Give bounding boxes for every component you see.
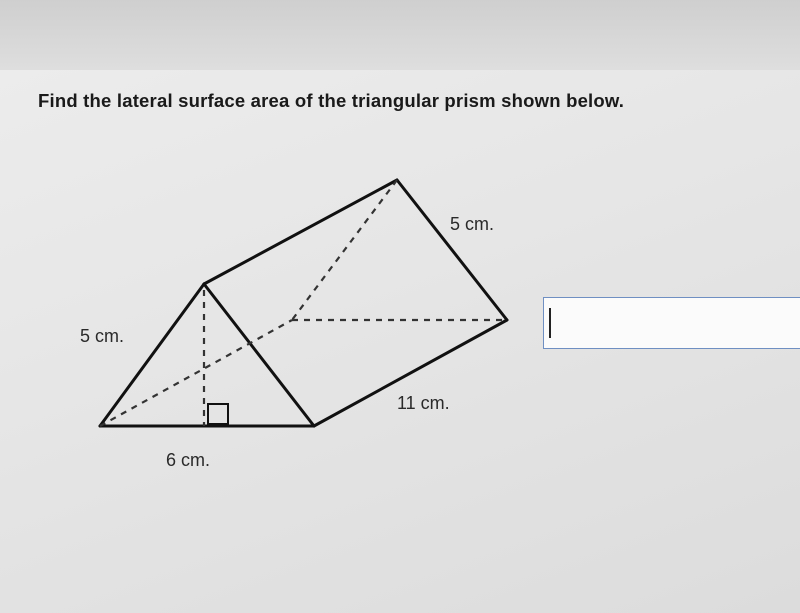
label-base: 6 cm. (166, 450, 211, 470)
hidden-back-left-edge (292, 180, 397, 320)
label-slant-right: 5 cm. (450, 214, 495, 234)
label-slant-left: 5 cm. (80, 326, 125, 346)
hidden-bottom-left-edge (100, 320, 292, 426)
question-text: Find the lateral surface area of the triangular prism shown below. (38, 90, 625, 111)
front-left-edge (100, 284, 204, 426)
text-cursor (549, 308, 551, 338)
back-right-edge (397, 180, 507, 320)
label-length: 11 cm. (397, 393, 450, 413)
top-ridge-edge (204, 180, 397, 284)
right-angle-marker (208, 404, 228, 424)
answer-input[interactable] (543, 297, 800, 349)
